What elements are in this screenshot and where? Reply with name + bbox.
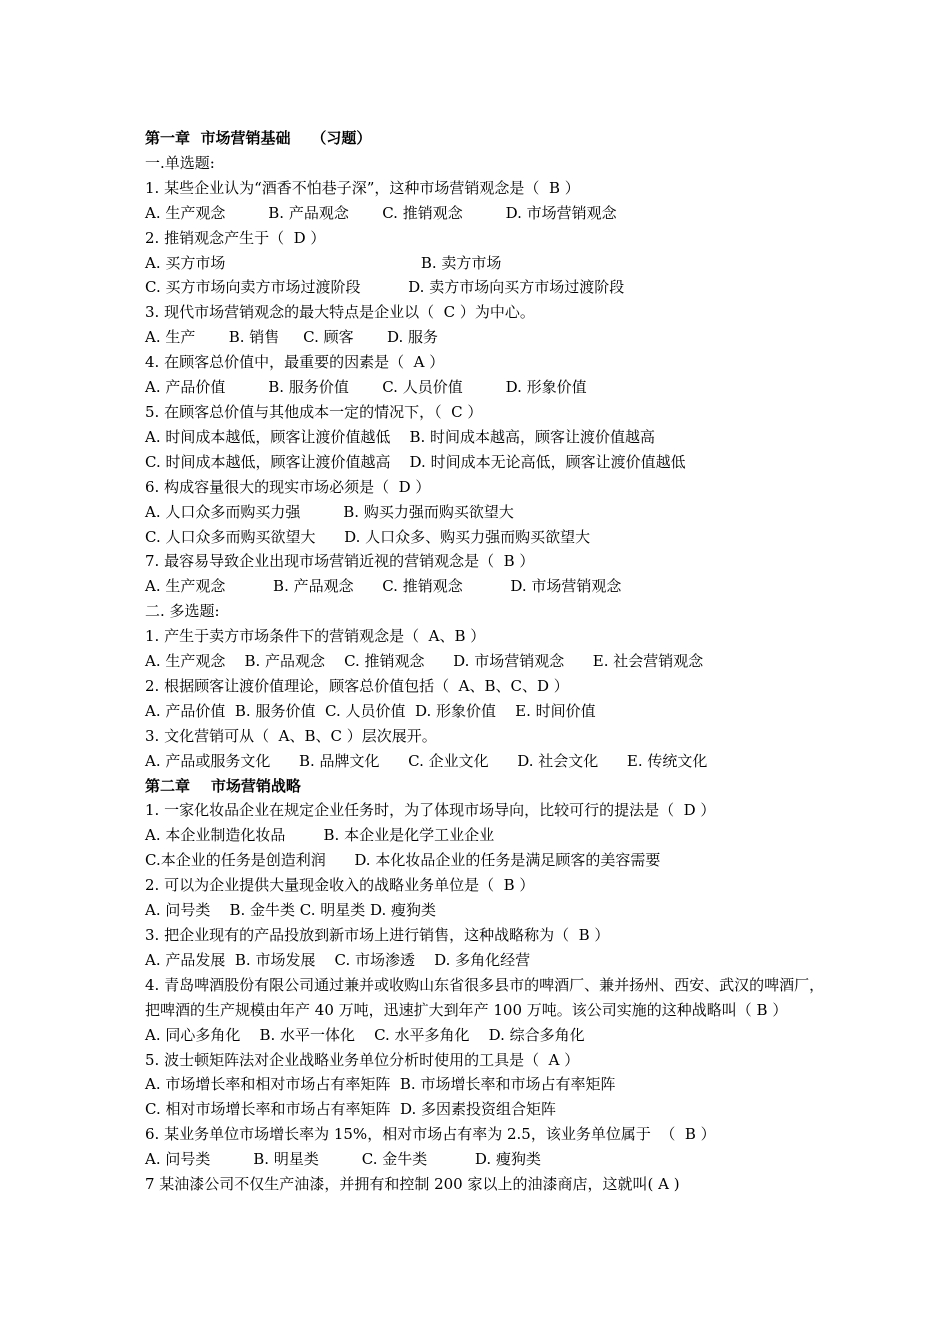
text-line: 4. 在顾客总价值中，最重要的因素是（ A ） (145, 353, 445, 372)
text-line: A. 产品发展 B. 市场发展 C. 市场渗透 D. 多角化经营 (145, 950, 531, 969)
text-line: 2. 可以为企业提供大量现金收入的战略业务单位是（ B ） (145, 876, 535, 895)
text-line: A. 产品或服务文化 B. 品牌文化 C. 企业文化 D. 社会文化 E. 传统文化 (145, 751, 708, 770)
text-line: C. 人口众多而购买欲望大 D. 人口众多、购买力强而购买欲望大 (145, 527, 591, 546)
text-line: 二. 多选题: (145, 602, 220, 621)
text-line: C.本企业的任务是创造利润 D. 本化妆品企业的任务是满足顾客的美容需要 (145, 851, 661, 870)
text-line: A. 时间成本越低，顾客让渡价值越低 B. 时间成本越高，顾客让渡价值越高 (145, 427, 656, 446)
chapter-heading: 第二章 市场营销战略 (145, 776, 301, 795)
text-line: A. 生产观念 B. 产品观念 C. 推销观念 D. 市场营销观念 (145, 577, 622, 596)
text-line: A. 问号类 B. 明星类 C. 金牛类 D. 瘦狗类 (145, 1150, 541, 1169)
text-line: A. 生产观念 B. 产品观念 C. 推销观念 D. 市场营销观念 (145, 203, 617, 222)
text-line: 1. 一家化妆品企业在规定企业任务时，为了体现市场导向，比较可行的提法是（ D ） (145, 801, 716, 820)
text-line: 1. 产生于卖方市场条件下的营销观念是（ A、B ） (145, 627, 486, 646)
text-line: 5. 波士顿矩阵法对企业战略业务单位分析时使用的工具是（ A ） (145, 1050, 580, 1069)
text-line: 2. 根据顾客让渡价值理论，顾客总价值包括（ A、B、C、D ） (145, 676, 569, 695)
text-line: A. 同心多角化 B. 水平一体化 C. 水平多角化 D. 综合多角化 (145, 1025, 585, 1044)
text-line: 2. 推销观念产生于（ D ） (145, 228, 326, 247)
text-line: A. 买方市场 B. 卖方市场 (145, 253, 502, 272)
text-line: A. 问号类 B. 金牛类 C. 明星类 D. 瘦狗类 (145, 901, 437, 920)
text-line: 6. 某业务单位市场增长率为 15%，相对市场占有率为 2.5，该业务单位属于 （ B ） (145, 1125, 716, 1144)
document-body (145, 126, 825, 1197)
text-line: A. 产品价值 B. 服务价值 C. 人员价值 D. 形象价值 E. 时间价值 (145, 701, 596, 720)
text-line: A. 生产观念 B. 产品观念 C. 推销观念 D. 市场营销观念 E. 社会营销观念 (145, 652, 704, 671)
text-line: 7. 最容易导致企业出现市场营销近视的营销观念是（ B ） (145, 552, 535, 571)
text-line: A. 市场增长率和相对市场占有率矩阵 B. 市场增长率和市场占有率矩阵 (145, 1075, 616, 1094)
text-line: 3. 现代市场营销观念的最大特点是企业以（ C ）为中心。 (145, 303, 535, 322)
text-line: 5. 在顾客总价值与其他成本一定的情况下，（ C ） (145, 402, 483, 421)
text-line: 1. 某些企业认为“酒香不怕巷子深”，这种市场营销观念是（ B ） (145, 178, 580, 197)
text-line: C. 时间成本越低，顾客让渡价值越高 D. 时间成本无论高低，顾客让渡价值越低 (145, 452, 686, 471)
text-line: A. 本企业制造化妆品 B. 本企业是化学工业企业 (145, 826, 495, 845)
text-line: 7 某油漆公司不仅生产油漆，并拥有和控制 200 家以上的油漆商店，这就叫( A ) (145, 1175, 680, 1194)
chapter-heading: 第一章 市场营销基础 （习题） (145, 129, 372, 147)
text-line: 3. 把企业现有的产品投放到新市场上进行销售，这种战略称为（ B ） (145, 926, 610, 944)
text-line: 一.单选题: (145, 153, 215, 172)
text-line: A. 生产 B. 销售 C. 顾客 D. 服务 (145, 328, 439, 347)
text-line: 3. 文化营销可从（ A、B、C ）层次展开。 (145, 726, 437, 745)
text-line: C. 相对市场增长率和市场占有率矩阵 D. 多因素投资组合矩阵 (145, 1100, 557, 1119)
text-line: 6. 构成容量很大的现实市场必须是（ D ） (145, 477, 431, 496)
text-line: 4. 青岛啤酒股份有限公司通过兼并或收购山东省很多县市的啤酒厂、兼并扬州、西安、武汉的啤酒厂，把啤酒的生产规模由年产 40 万吨，迅速扩大到年产 100 万吨。该公司实施的这种战略叫（ B ） (145, 975, 825, 1019)
text-line: A. 产品价值 B. 服务价值 C. 人员价值 D. 形象价值 (145, 378, 587, 397)
text-line: C. 买方市场向卖方市场过渡阶段 D. 卖方市场向买方市场过渡阶段 (145, 278, 625, 297)
text-line: A. 人口众多而购买力强 B. 购买力强而购买欲望大 (145, 502, 514, 521)
